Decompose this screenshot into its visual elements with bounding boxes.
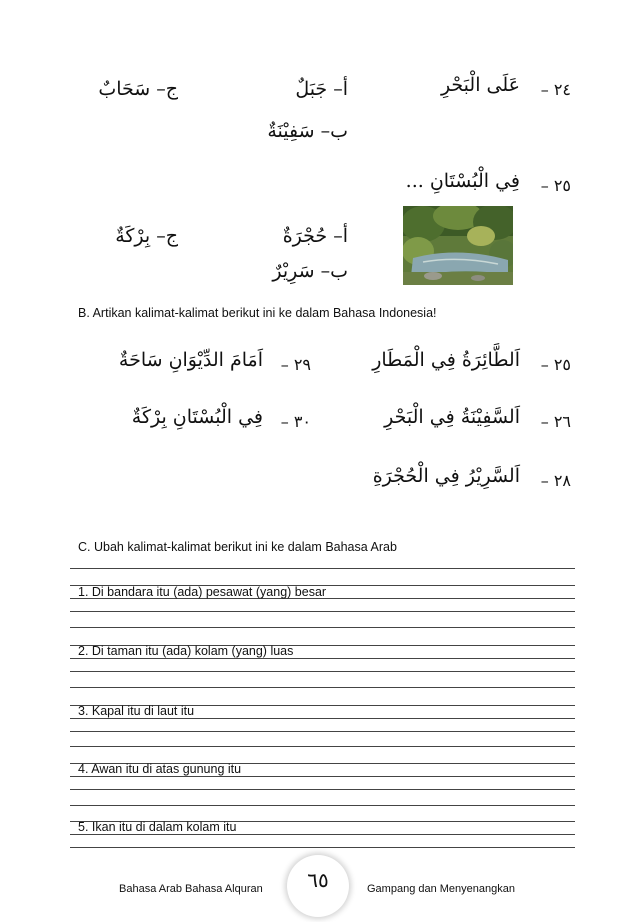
garden-pond-image xyxy=(403,206,513,285)
answer-line xyxy=(70,847,575,848)
answer-line xyxy=(70,718,575,719)
answer-line xyxy=(70,687,575,688)
section-c-item-3: 3. Kapal itu di laut itu xyxy=(78,704,195,718)
section-c-heading: C. Ubah kalimat-kalimat berikut ini ke dalam Bahasa Arab xyxy=(78,540,397,554)
question-25-option-b: ب– سَرِيْرٌ xyxy=(272,260,348,282)
page-number: ٦٥ xyxy=(307,868,329,892)
question-24-text: عَلَى الْبَحْرِ xyxy=(440,74,520,96)
answer-line xyxy=(70,746,575,747)
section-c-item-5: 5. Ikan itu di dalam kolam itu xyxy=(78,820,237,834)
section-b-item-30-text: فِي الْبُسْتَانِ بِرْكَةٌ xyxy=(131,406,263,428)
question-25-option-c: ج– بِرْكَةٌ xyxy=(115,225,178,247)
section-b-item-28-number: ٢٨ – xyxy=(540,471,571,490)
question-25-option-a: أ– حُجْرَةٌ xyxy=(282,225,348,247)
answer-line xyxy=(70,805,575,806)
question-24-number: ٢٤ – xyxy=(540,80,571,99)
page-number-badge xyxy=(287,855,349,917)
answer-line xyxy=(70,611,575,612)
answer-line xyxy=(70,834,575,835)
section-b-item-26-number: ٢٦ – xyxy=(540,412,571,431)
section-b-item-30-number: ٣٠ – xyxy=(280,412,311,431)
answer-line xyxy=(70,627,575,628)
answer-line xyxy=(70,658,575,659)
section-b-item-28-text: اَلسَّرِيْرُ فِي الْحُجْرَةِ xyxy=(372,465,520,487)
question-25-text: فِي الْبُسْتَانِ ... xyxy=(405,170,520,192)
answer-line xyxy=(70,731,575,732)
answer-line xyxy=(70,776,575,777)
answer-line xyxy=(70,568,575,569)
answer-line xyxy=(70,671,575,672)
question-24-option-c: ج– سَحَابٌ xyxy=(98,78,178,100)
section-b-heading: B. Artikan kalimat-kalimat berikut ini ke dalam Bahasa Indonesia! xyxy=(78,306,437,320)
section-c-item-2: 2. Di taman itu (ada) kolam (yang) luas xyxy=(78,644,294,658)
footer-left-text: Bahasa Arab Bahasa Alquran xyxy=(119,883,263,895)
section-b-item-29-number: ٢٩ – xyxy=(280,355,311,374)
section-c-item-4: 4. Awan itu di atas gunung itu xyxy=(78,762,242,776)
question-24-option-b: ب– سَفِيْنَةٌ xyxy=(267,120,348,142)
section-b-item-25-text: اَلطَّائِرَةُ فِي الْمَطَارِ xyxy=(372,349,520,371)
section-b-item-25-number: ٢٥ – xyxy=(540,355,571,374)
section-b-item-26-text: اَلسَّفِيْنَةُ فِي الْبَحْرِ xyxy=(384,406,520,428)
question-25-number: ٢٥ – xyxy=(540,176,571,195)
section-b-item-29-text: اَمَامَ الدِّيْوَانِ سَاحَةٌ xyxy=(118,349,263,371)
footer-right-text: Gampang dan Menyenangkan xyxy=(367,883,515,895)
answer-line xyxy=(70,789,575,790)
section-c-item-1: 1. Di bandara itu (ada) pesawat (yang) besar xyxy=(78,585,327,599)
question-24-option-a: أ– جَبَلٌ xyxy=(295,78,348,100)
